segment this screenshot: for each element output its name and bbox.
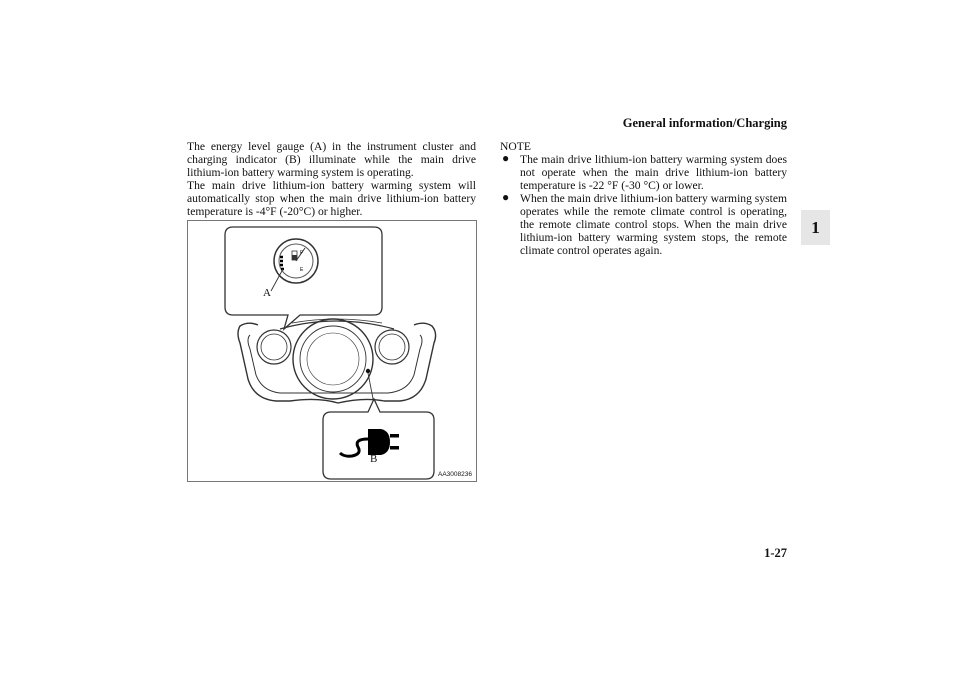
gauge-full-mark: F <box>300 250 304 256</box>
energy-gauge-icon <box>274 239 318 283</box>
list-item <box>500 192 787 257</box>
chapter-tab: 1 <box>801 210 830 245</box>
note-item-text: The main drive lithium-ion battery warming system does not operate when the main drive lithium-ion battery temperature is -22 °F (-30 °C) or lower. <box>520 153 787 192</box>
note-item-text: When the main drive lithium-ion battery warming system operates while the remote climate control is operating, the remote climate control stops. When the main drive lithium-ion battery warming system stops, the remote climate control operates again. <box>520 192 787 257</box>
instrument-cluster-housing <box>238 319 436 403</box>
intro-paragraph: The energy level gauge (A) in the instrument cluster and charging indicator (B) illuminate while the main drive lithium-ion battery warming system is operating. <box>187 140 476 179</box>
callout-label-b: B <box>370 453 378 465</box>
left-column-text <box>187 140 476 218</box>
note-title: NOTE <box>500 140 531 153</box>
note-block <box>500 140 787 257</box>
gauge-empty-mark: E <box>300 267 304 273</box>
list-item <box>500 153 787 192</box>
auto-stop-paragraph: The main drive lithium-ion battery warming system will automatically stop when the main drive lithium-ion battery temperature is -4°F (-20°C) or higher. <box>187 179 476 218</box>
bullet-icon: ● <box>502 151 510 165</box>
page-header: General information/Charging <box>622 116 787 130</box>
note-list <box>500 153 787 257</box>
charging-indicator-dot <box>366 369 370 373</box>
callout-label-a: A <box>263 287 271 299</box>
figure-code: AA3008236 <box>438 471 472 478</box>
page-number: 1-27 <box>764 546 787 560</box>
bullet-icon: ● <box>502 190 510 204</box>
instrument-cluster-figure <box>187 220 477 482</box>
instrument-cluster-illustration <box>188 221 478 483</box>
